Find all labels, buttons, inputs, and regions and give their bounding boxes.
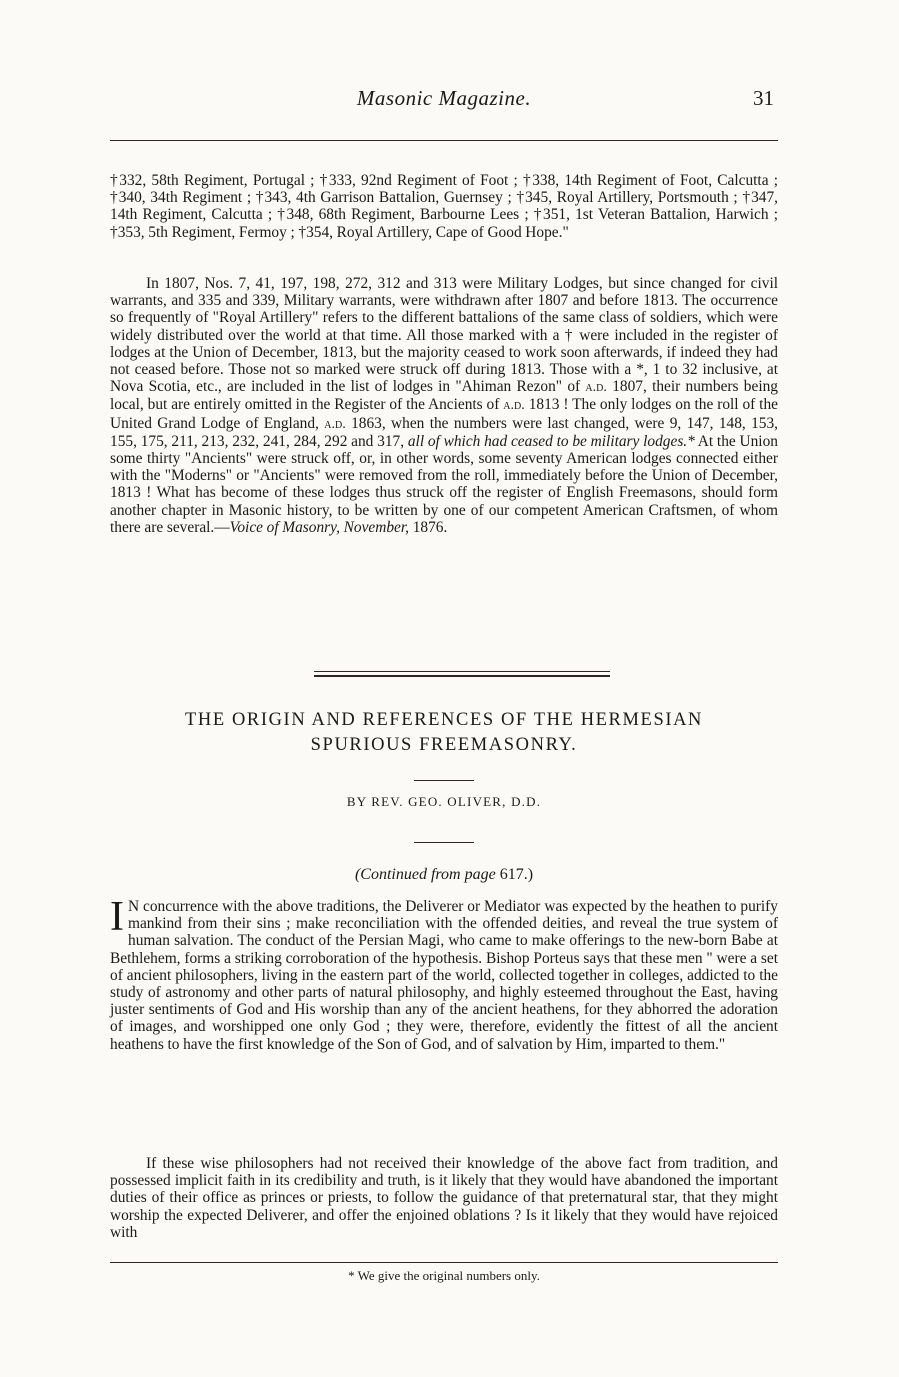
paragraph-philosophers <box>110 1155 778 1241</box>
running-head <box>110 78 778 114</box>
paragraph-philosophers-text: If these wise philosophers had not received their knowledge of the above fact from tradition, and possessed implicit faith in its credibility and truth, is it likely that they would have abandoned the important duties of their office as princes or priests, to follow the guidance of that preternatural star, that they might worship the expected Deliverer, and offer the enjoined oblations ? Is it likely that they would have rejoiced with <box>110 1155 778 1241</box>
paragraph-lodge-list-text: †332, 58th Regiment, Portugal ; †333, 92nd Regiment of Foot ; †338, 14th Regiment of Foot, Calcutta ; †340, 34th Regiment ; †343, 4th Garrison Battalion, Guernsey ; †345, Royal Artillery, Portsmouth ; †347, 14th Regiment, Calcutta ; †348, 68th Regiment, Barbourne Lees ; †351, 1st Veteran Battalion, Harwich ; †353, 5th Regiment, Fermoy ; †354, Royal Artillery, Cape of Good Hope." <box>110 172 778 241</box>
section-divider <box>314 671 610 678</box>
byline: BY REV. GEO. OLIVER, D.D. <box>346 794 542 809</box>
para2-italic2: Voice of Masonry, November, <box>229 518 410 536</box>
para2-ad1: a.d. <box>585 379 607 396</box>
article-title-line2: SPURIOUS FREEMASONRY. <box>310 735 578 755</box>
article-title-line1: THE ORIGIN AND REFERENCES OF THE HERMESIAN <box>184 710 704 730</box>
para2-ad3: a.d. <box>324 415 346 432</box>
para2-part6: 1876. <box>412 518 448 536</box>
para2-ad2: a.d. <box>503 397 525 414</box>
continued-page: 617.) <box>499 866 534 883</box>
footnote: * We give the original numbers only. <box>348 1268 540 1283</box>
continued-note <box>110 866 778 884</box>
article-title <box>110 708 778 758</box>
paragraph-lodge-list <box>110 172 778 241</box>
title-rule <box>414 780 474 781</box>
page-number: 31 <box>753 86 774 110</box>
para2-part4: 1863, when the numbers were last changed, were 9, 147, 148, 153, 155, 175, 211, 213, 232, 241, 284, 292 and 317, <box>110 414 779 450</box>
drop-cap: I <box>110 894 124 940</box>
paragraph-magi-text: N concurrence with the above traditions, the Deliverer or Mediator was expected by the heathen to purify mankind from their sins ; make reconciliation with the offended deities, and reveal the true system of human salvation. The conduct of the Persian Magi, who came to make offerings to the new-born Babe at Bethlehem, forms a striking corroboration of the hypothesis. Bishop Porteus says that these men " were a set of ancient philosophers, living in the eastern part of the world, collected together in colleges, addicted to the study of astronomy and other parts of natural philosophy, and highly esteemed throughout the East, having juster sentiments of God and His worship than any of the ancient heathens, for they abhorred the adoration of images, and worshipped one only God ; they were, therefore, evidently the fittest of all the ancient heathens to have the first knowledge of the Son of God, and of salvation by Him, imparted to them." <box>110 898 778 1053</box>
para2-italic1: all of which had ceased to be military lodges.* <box>407 432 695 450</box>
para2-part5: At the Union some thirty "Ancients" were struck off, or, in other words, some seventy American lodges connected either with the "Moderns" or "Ancients" were removed from the roll, immediately before the Union of December, 1813 ! What has become of these lodges thus struck off the register of English Freemasons, should form another chapter in Masonic history, to be written by one of our competent American Craftsmen, of whom there are several.— <box>110 432 778 536</box>
paragraph-magi <box>110 894 778 1053</box>
running-title: Masonic Magazine. <box>356 86 532 110</box>
continued-italic: (Continued from page <box>354 866 496 883</box>
magazine-page <box>110 78 779 1283</box>
paragraph-military-lodges <box>110 275 778 536</box>
header-rule <box>110 140 778 141</box>
byline-rule <box>414 842 474 843</box>
para2-part2: 1807, their numbers being local, but are entirely omitted in the Register of the Ancients of <box>110 378 778 414</box>
para2-part3: 1813 ! The only lodges on the roll of the United Grand Lodge of England, <box>110 396 778 432</box>
para2-part1: In 1807, Nos. 7, 41, 197, 198, 272, 312 and 313 were Military Lodges, but since changed for civil warrants, and 335 and 339, Military warrants, were withdrawn after 1807 and before 1813. The occurrence so frequently of "Royal Artillery" refers to the different battalions of the same class of soldiers, which were widely distributed over the world at that time. All those marked with a † were included in the register of lodges at the Union of December, 1813, but the majority ceased to work soon afterwards, if indeed they had not ceased before. Those not so marked were struck off during 1813. Those with a *, 1 to 32 inclusive, at Nova Scotia, etc., are included in the list of lodges in "Ahiman Rezon" of <box>110 275 778 396</box>
footnote-rule <box>110 1262 778 1263</box>
